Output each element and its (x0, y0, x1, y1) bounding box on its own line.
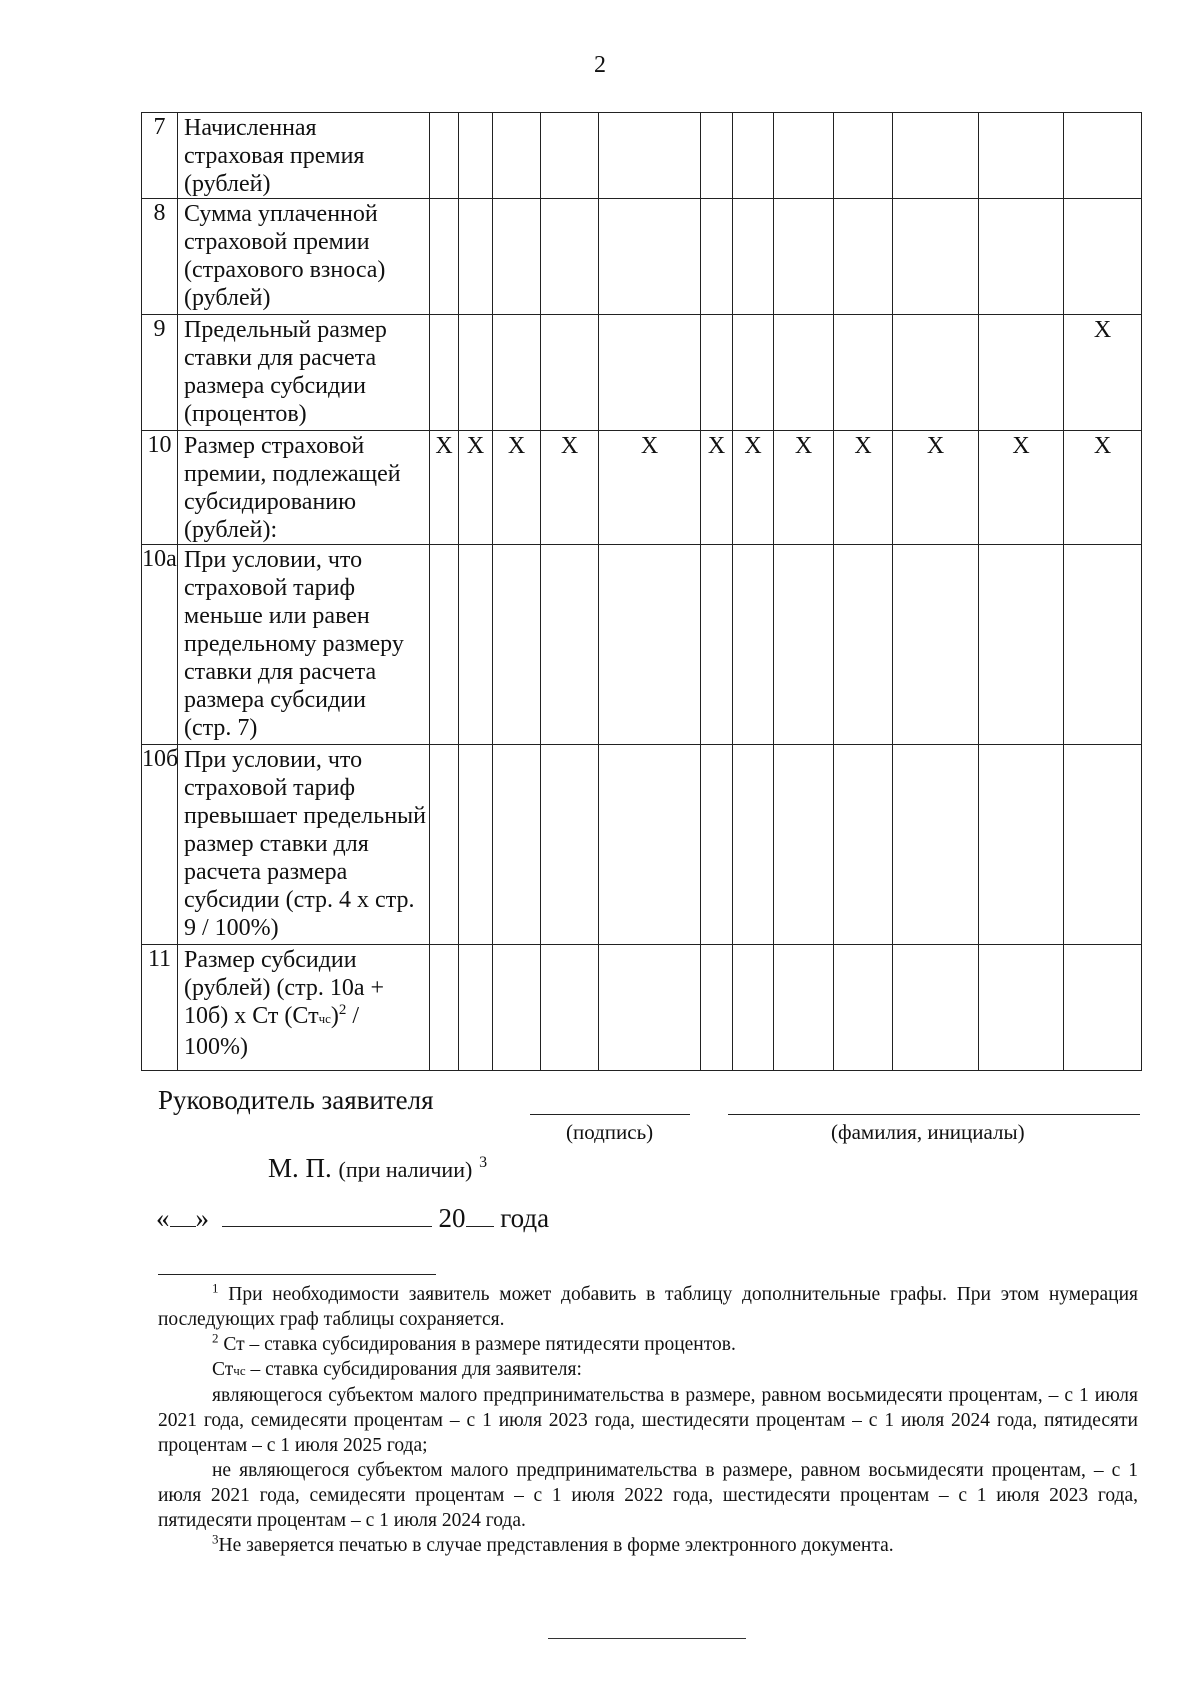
end-rule (548, 1638, 746, 1639)
table-cell (774, 199, 834, 315)
table-cell (733, 745, 774, 945)
table-cell-x: Х (1064, 431, 1142, 545)
footnotes (158, 1282, 1138, 1558)
footnote-separator (158, 1274, 436, 1275)
name-line[interactable] (728, 1114, 1140, 1115)
table-cell (541, 545, 599, 745)
day-blank[interactable] (170, 1202, 196, 1227)
table-cell (541, 199, 599, 315)
row-label-part: 10б) х Ст (Ст (184, 1003, 319, 1029)
table-row (142, 315, 1142, 431)
table-cell (979, 745, 1064, 945)
table-cell (459, 199, 493, 315)
table-cell (459, 545, 493, 745)
year-blank[interactable] (466, 1202, 494, 1227)
table-cell (430, 945, 459, 1071)
table-cell (979, 199, 1064, 315)
table-cell (541, 315, 599, 431)
table-cell (834, 745, 893, 945)
footnote-2-mark: 2 (212, 1330, 219, 1346)
footnote-2-rate (158, 1357, 1138, 1383)
row-label-line: Размер субсидии (184, 947, 357, 973)
date-quote-close: » (195, 1203, 209, 1233)
name-caption: (фамилия, инициалы) (831, 1120, 1025, 1144)
row-label: Сумма уплаченной страховой премии (страхового взноса) (рублей) (178, 199, 430, 315)
table-cell (979, 945, 1064, 1071)
table-cell (541, 745, 599, 945)
table-cell (701, 945, 733, 1071)
table-cell (774, 545, 834, 745)
date-row (156, 1202, 549, 1234)
table-cell-x: Х (541, 431, 599, 545)
table-row (142, 545, 1142, 745)
footnote-1 (158, 1282, 1138, 1332)
table-cell (459, 113, 493, 199)
row-number: 8 (142, 199, 178, 315)
table-cell (541, 113, 599, 199)
footnote-ref: 2 (338, 1002, 347, 1018)
table-cell (430, 315, 459, 431)
year-suffix: года (500, 1203, 550, 1233)
table-cell (599, 545, 701, 745)
table-cell-x: Х (1064, 315, 1142, 431)
table-cell (701, 545, 733, 745)
stamp-note: (при наличии) (338, 1157, 473, 1182)
table-cell-x: Х (774, 431, 834, 545)
signature-line[interactable] (530, 1114, 690, 1115)
table-cell (1064, 745, 1142, 945)
table-cell (893, 199, 979, 315)
table-cell (493, 545, 541, 745)
table-cell (1064, 199, 1142, 315)
table-cell (701, 199, 733, 315)
table-cell (979, 113, 1064, 199)
table-cell (599, 945, 701, 1071)
stamp-label: М. П. (268, 1153, 332, 1183)
table-cell (541, 945, 599, 1071)
table-cell-x: Х (979, 431, 1064, 545)
row-label: Начисленная страховая премия (рублей) (178, 113, 430, 199)
table-cell (459, 315, 493, 431)
footnote-2 (158, 1332, 1138, 1357)
table-cell (430, 199, 459, 315)
table-cell (834, 315, 893, 431)
table-cell (430, 745, 459, 945)
subsidy-calculation-table (141, 112, 1142, 1071)
row-label-part: / (346, 1003, 360, 1029)
table-cell (701, 315, 733, 431)
row-number: 11 (142, 945, 178, 1071)
table-cell (979, 315, 1064, 431)
row-label: При условии, что страховой тариф меньше или равен предельному размеру ставки для расчета размера субсидии (стр. 7) (178, 545, 430, 745)
row-number: 7 (142, 113, 178, 199)
footnote-3-text: Не заверяется печатью в случае представления в форме электронного документа. (218, 1535, 894, 1556)
table-cell (1064, 113, 1142, 199)
footnote-3 (158, 1533, 1138, 1558)
table-cell (893, 745, 979, 945)
footnote-1-text: При необходимости заявитель может добавить в таблицу дополнительные графы. При этом нумерация последующих граф таблицы сохраняется. (158, 1284, 1138, 1330)
table-cell (733, 113, 774, 199)
table-cell (733, 945, 774, 1071)
table-cell (893, 315, 979, 431)
table-cell-x: Х (834, 431, 893, 545)
row-label-line: 100%) (184, 1034, 248, 1060)
signature-caption: (подпись) (566, 1120, 654, 1144)
row-number: 10 (142, 431, 178, 545)
table-cell (493, 315, 541, 431)
table-cell (493, 113, 541, 199)
table-row (142, 199, 1142, 315)
row-label: При условии, что страховой тариф превышает предельный размер ставки для расчета размера субсидии (стр. 4 х стр. 9 / 100%) (178, 745, 430, 945)
table-cell (430, 545, 459, 745)
table-row (142, 113, 1142, 199)
footnote-2-text: Ст – ставка субсидирования в размере пятидесяти процентов. (223, 1334, 736, 1355)
row-label-line: (рублей) (стр. 10а + (184, 975, 385, 1001)
row-number: 9 (142, 315, 178, 431)
table-cell (774, 745, 834, 945)
table-cell (834, 199, 893, 315)
row-label-part: ) (330, 1003, 339, 1029)
table-cell-x: Х (459, 431, 493, 545)
footnote-2-small-business: являющегося субъектом малого предпринимательства в размере, равном восьмидесяти процентам, – с 1 июля 2021 года, семидесяти процентам – с 1 июля 2023 года, шестидесяти процентам – с 1 июля 2024 года, пятидесяти процентам – с 1 июля 2025 года; (158, 1385, 1138, 1456)
table-cell (834, 545, 893, 745)
table-cell (774, 113, 834, 199)
table-cell (893, 945, 979, 1071)
footnote-2-other-business: не являющегося субъектом малого предпринимательства в размере, равном восьмидесяти процентам, – с 1 июля 2021 года, семидесяти процентам – с 1 июля 2022 года, шестидесяти процентам – с 1 июля 2023 года, пятидесяти процентам – с 1 июля 2024 года. (158, 1460, 1138, 1531)
rate-symbol: Ст (212, 1359, 234, 1380)
table-cell (599, 199, 701, 315)
table-cell (493, 199, 541, 315)
row-label (178, 945, 430, 1071)
table-row (142, 431, 1142, 545)
table-cell (733, 545, 774, 745)
page-number: 2 (594, 52, 606, 78)
rate-symbol-sub: чс (233, 1363, 246, 1378)
table-cell (774, 945, 834, 1071)
table-cell-x: Х (893, 431, 979, 545)
table-cell-x: Х (493, 431, 541, 545)
table-cell (599, 315, 701, 431)
table-cell-x: Х (733, 431, 774, 545)
table-cell (459, 945, 493, 1071)
table-cell (599, 745, 701, 945)
table-cell (493, 945, 541, 1071)
table-cell (1064, 945, 1142, 1071)
stamp-place (268, 1153, 487, 1184)
date-quote-open: « (156, 1203, 170, 1233)
row-number: 10а (142, 545, 178, 745)
table-cell (493, 745, 541, 945)
row-label-line (184, 1002, 427, 1033)
footnote-3-mark: 3 (212, 1531, 219, 1547)
table-cell-x: Х (701, 431, 733, 545)
table-cell (733, 315, 774, 431)
table-cell-x: Х (430, 431, 459, 545)
table-row (142, 745, 1142, 945)
table-cell (834, 113, 893, 199)
table-cell (774, 315, 834, 431)
row-label: Размер страховой премии, подлежащей субсидированию (рублей): (178, 431, 430, 545)
table-cell (1064, 545, 1142, 745)
table-row (142, 945, 1142, 1071)
table-cell (701, 745, 733, 945)
row-label-sub: чс (318, 1011, 331, 1026)
footnote-1-mark: 1 (212, 1280, 219, 1296)
table-cell (599, 113, 701, 199)
table-cell (893, 545, 979, 745)
row-number: 10б (142, 745, 178, 945)
table-cell (459, 745, 493, 945)
year-prefix: 20 (438, 1203, 466, 1233)
table-cell (893, 113, 979, 199)
row-label: Предельный размер ставки для расчета размера субсидии (процентов) (178, 315, 430, 431)
rate-definition: – ставка субсидирования для заявителя: (245, 1359, 582, 1380)
table-cell (834, 945, 893, 1071)
table-cell-x: Х (599, 431, 701, 545)
table-cell (979, 545, 1064, 745)
month-blank[interactable] (222, 1202, 432, 1227)
stamp-footnote-ref: 3 (479, 1154, 488, 1171)
applicant-head-label: Руководитель заявителя (158, 1085, 434, 1115)
table-cell (701, 113, 733, 199)
table-cell (430, 113, 459, 199)
table-cell (733, 199, 774, 315)
